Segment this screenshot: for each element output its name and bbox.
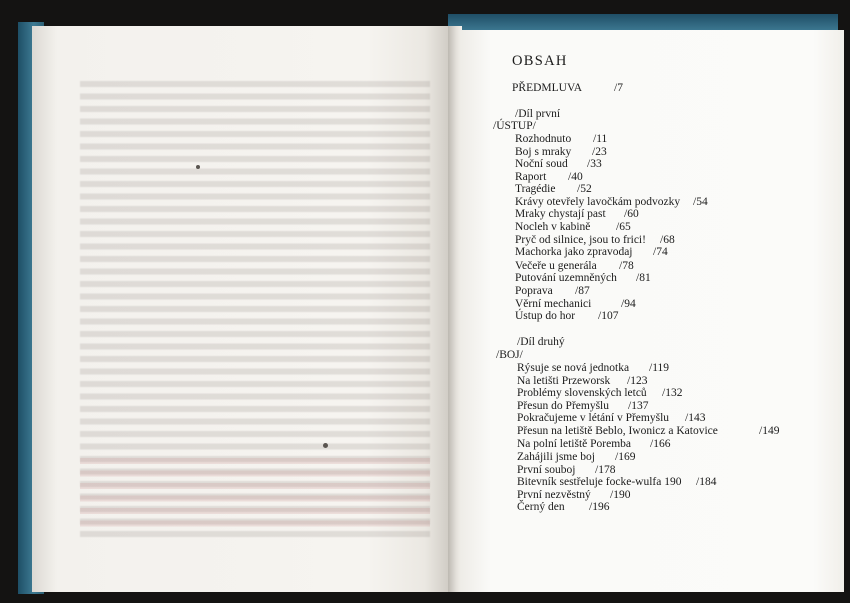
toc-entry: Černý den <box>517 501 565 513</box>
part-two-section: /BOJ/ <box>496 349 523 361</box>
toc-entry: Machorka jako zpravodaj <box>515 246 633 258</box>
toc-entry-page: /123 <box>627 375 648 387</box>
toc-entry-page: /137 <box>628 400 649 412</box>
toc-entry: Putování uzemněných <box>515 272 617 284</box>
toc-entry: Pokračujeme v létání v Přemyšlu <box>517 412 670 424</box>
toc-entry-page: /132 <box>662 387 683 399</box>
toc-entry: Noční soud <box>515 158 568 170</box>
toc-entry-page: /68 <box>660 234 675 246</box>
toc-entry-page: /65 <box>616 221 631 233</box>
toc-entry: Poprava <box>515 285 553 297</box>
toc-entry-page: /60 <box>624 208 639 220</box>
toc-entry: Pryč od silnice, jsou to frici! <box>515 234 646 246</box>
toc-entry: Ústup do hor <box>515 310 576 322</box>
toc-entry: Nocleh v kabině <box>515 221 591 233</box>
toc-entry: Mraky chystají past <box>515 208 606 220</box>
toc-entry: Rozhodnuto <box>515 133 572 145</box>
toc-entry-page: /178 <box>595 464 616 476</box>
toc-entry-page: /78 <box>619 260 634 272</box>
toc-entry-page: /94 <box>621 298 636 310</box>
toc-entry: Přesun na letiště Beblo, Iwonicz a Katovice <box>517 425 718 437</box>
toc-entry-page: /149 <box>759 425 780 437</box>
page-title: OBSAH <box>512 53 568 69</box>
foreword-title: PŘEDMLUVA <box>512 82 583 94</box>
toc-entry: Bitevník sestřeluje focke-wulfa 190 <box>517 476 682 488</box>
toc-entry-page: /143 <box>685 412 706 424</box>
toc-entry-page: /40 <box>568 171 583 183</box>
toc-entry: Krávy otevřely lavočkám podvozky <box>515 196 681 208</box>
toc-entry-page: /169 <box>615 451 636 463</box>
toc-entry-page: /107 <box>598 310 619 322</box>
toc-entry: První souboj <box>517 464 576 476</box>
toc-entry: Na letišti Przeworsk <box>517 375 611 387</box>
toc-entry-page: /52 <box>577 183 592 195</box>
toc-entry-page: /184 <box>696 476 717 488</box>
toc-entry-page: /54 <box>693 196 708 208</box>
toc-entry-page: /196 <box>589 501 610 513</box>
toc-entry: Na polní letiště Poremba <box>517 438 632 450</box>
part-two-label: /Díl druhý <box>517 336 565 348</box>
toc-entry: Zahájili jsme boj <box>517 451 595 463</box>
foreword-page: /7 <box>614 82 623 94</box>
toc-entry: Boj s mraky <box>515 146 572 158</box>
toc-entry-page: /23 <box>592 146 607 158</box>
toc-entry: Věrní mechanici <box>515 298 592 310</box>
toc-entry: Večeře u generála <box>515 260 597 272</box>
toc-entry: Tragédie <box>515 183 556 195</box>
toc-entry-page: /11 <box>593 133 608 145</box>
toc-entry: Přesun do Přemyšlu <box>517 400 609 412</box>
toc-entry-page: /190 <box>610 489 631 501</box>
toc-entry: Problémy slovenských letců <box>517 387 647 399</box>
toc-entry: První nezvěstný <box>517 489 591 501</box>
toc-entry: Rýsuje se nová jednotka <box>517 362 630 374</box>
part-one-section: /ÚSTUP/ <box>493 120 536 132</box>
toc-entry-page: /74 <box>653 246 668 258</box>
toc-entry-page: /119 <box>649 362 670 374</box>
toc-entry-page: /81 <box>636 272 651 284</box>
toc-entry-page: /33 <box>587 158 602 170</box>
part-one-label: /Díl první <box>515 108 561 120</box>
toc-entry-page: /87 <box>575 285 590 297</box>
toc-entry-page: /166 <box>650 438 671 450</box>
toc-entry: Raport <box>515 171 547 183</box>
